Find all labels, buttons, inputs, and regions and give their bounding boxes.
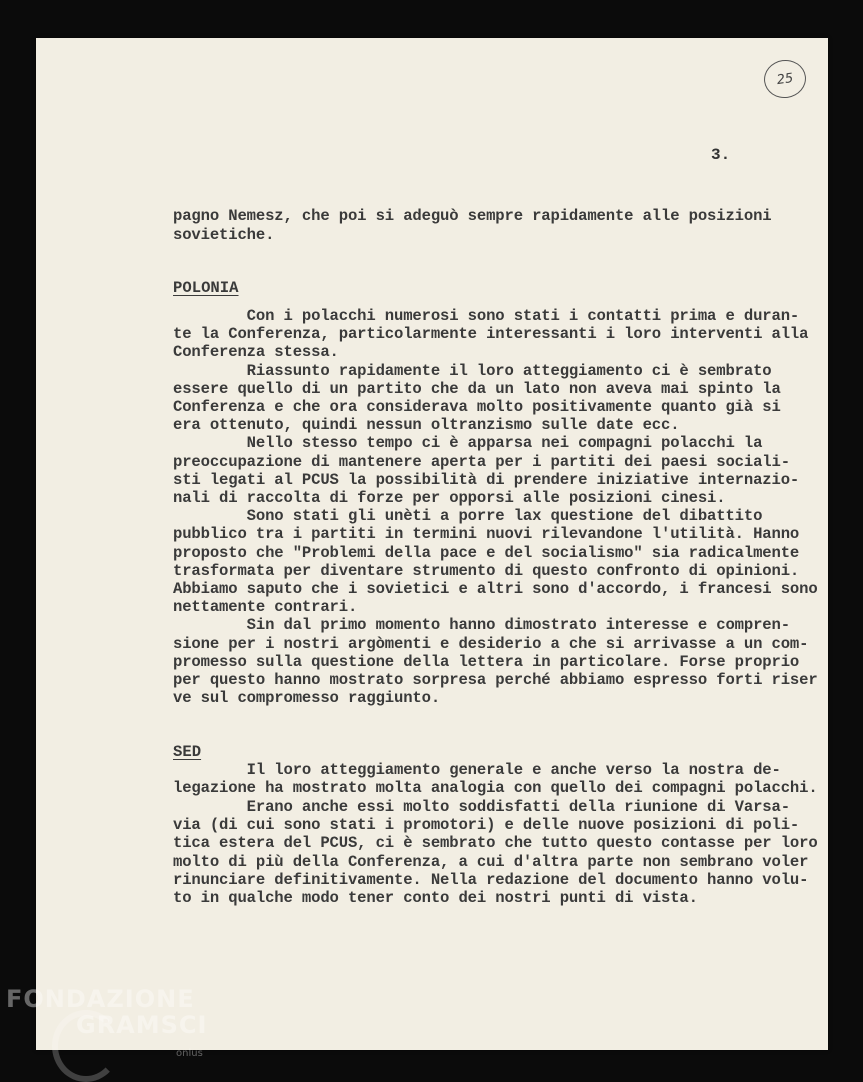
text-line: Sono stati gli unèti a porre lax questione del dibattito bbox=[173, 507, 763, 526]
watermark-line-1: FONDAZIONE bbox=[6, 985, 195, 1013]
text-line: Riassunto rapidamente il loro atteggiamento ci è sembrato bbox=[173, 361, 772, 380]
text-line: Con i polacchi numerosi sono stati i contatti prima e duran- bbox=[173, 307, 800, 325]
section-heading-sed: SED bbox=[173, 743, 202, 761]
page-number: 3. bbox=[711, 146, 731, 164]
text-line: rinunciare definitivamente. Nella redazione del documento hanno volu- bbox=[173, 870, 809, 889]
text-line: promesso sulla questione della lettera in particolare. Forse proprio bbox=[173, 652, 800, 671]
text-line: essere quello di un partito che da un lato non aveva mai spinto la bbox=[173, 379, 781, 398]
handwritten-page-annotation: 25 bbox=[762, 57, 809, 100]
section-heading-polonia: POLONIA bbox=[173, 279, 239, 297]
watermark-line-2: GRAMSCI bbox=[76, 1011, 208, 1039]
text-line: pubblico tra i partiti in termini nuovi rilevandone l'utilità. Hanno bbox=[173, 525, 800, 544]
text-line: sti legati al PCUS la possibilità di prendere iniziative internazio- bbox=[173, 470, 800, 489]
watermark-suffix: onlus bbox=[176, 1048, 203, 1059]
text-line: trasformata per diventare strumento di questo confronto di opinioni. bbox=[173, 561, 800, 580]
text-line: Erano anche essi molto soddisfatti della riunione di Varsa- bbox=[173, 797, 790, 816]
text-line: molto di più della Conferenza, a cui d'altra parte non sembrano voler bbox=[173, 852, 809, 871]
text-line: via (di cui sono stati i promotori) e delle nuove posizioni di poli- bbox=[173, 815, 800, 834]
text-line: Conferenza e che ora considerava molto positivamente quanto già si bbox=[173, 398, 781, 416]
text-line: Il loro atteggiamento generale e anche verso la nostra de- bbox=[173, 761, 781, 779]
text-line: Sin dal primo momento hanno dimostrato interesse e compren- bbox=[173, 616, 790, 635]
text-line: preoccupazione di mantenere aperta per i partiti dei paesi sociali- bbox=[173, 452, 790, 471]
text-line: Conferenza stessa. bbox=[173, 343, 339, 362]
text-line: ve sul compromesso raggiunto. bbox=[173, 689, 441, 708]
text-line: per questo hanno mostrato sorpresa perché abbiamo espresso forti riser bbox=[173, 671, 818, 689]
text-line: Nello stesso tempo ci è apparsa nei compagni polacchi la bbox=[173, 434, 763, 453]
text-line: sione per i nostri argòmenti e desiderio a che si arrivasse a un com- bbox=[173, 634, 809, 653]
text-line: pagno Nemesz, che poi si adeguò sempre rapidamente alle posizioni bbox=[173, 207, 772, 225]
text-line: sovietiche. bbox=[173, 226, 275, 244]
text-line: proposto che "Problemi della pace e del socialismo" sia radicalmente bbox=[173, 543, 800, 562]
text-line: era ottenuto, quindi nessun oltranzismo sulle date ecc. bbox=[173, 416, 680, 435]
text-line: nali di raccolta di forze per opporsi alle posizioni cinesi. bbox=[173, 489, 726, 507]
text-line: to in qualche modo tener conto dei nostri punti di vista. bbox=[173, 889, 698, 908]
text-line: Abbiamo saputo che i sovietici e altri sono d'accordo, i francesi sono bbox=[173, 580, 818, 598]
text-line: tica estera del PCUS, ci è sembrato che tutto questo contasse per loro bbox=[173, 834, 818, 853]
text-line: legazione ha mostrato molta analogia con quello dei compagni polacchi. bbox=[173, 779, 818, 798]
text-line: te la Conferenza, particolarmente interessanti i loro interventi alla bbox=[173, 325, 809, 344]
text-line: nettamente contrari. bbox=[173, 598, 358, 617]
watermark-logo bbox=[6, 986, 207, 1038]
